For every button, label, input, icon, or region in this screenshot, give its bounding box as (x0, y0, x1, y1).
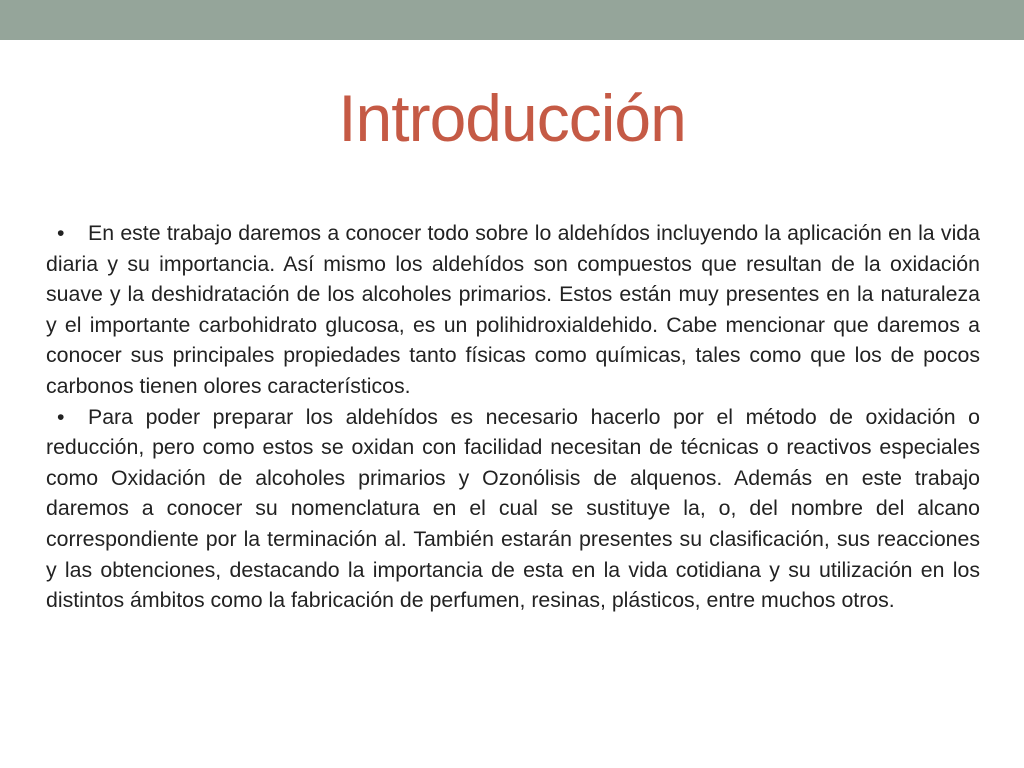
bullet-paragraph-1 (46, 218, 980, 402)
paragraph-text: Para poder preparar los aldehídos es necesario hacerlo por el método de oxidación o reducción, pero como estos se oxidan con facilidad necesitan de técnicas o reactivos especiales como Oxidación de alcoholes primarios y Ozonólisis de alquenos. Además en este trabajo daremos a conocer su nomenclatura en el cual se sustituye la, o, del nombre del alcano correspondiente por la terminación al. También estarán presentes su clasificación, sus reacciones y las obtenciones, destacando la importancia de esta en la vida cotidiana y su utilización en los distintos ámbitos como la fabricación de perfumen, resinas, plásticos, entre muchos otros. (46, 404, 980, 613)
bullet-paragraph-2 (46, 402, 980, 616)
bullet-icon: • (57, 221, 65, 245)
bullet-icon: • (57, 404, 65, 429)
top-decorative-bar (0, 0, 1024, 40)
slide-body (46, 218, 980, 616)
slide-title: Introducción (338, 81, 686, 155)
paragraph-text: En este trabajo daremos a conocer todo sobre lo aldehídos incluyendo la aplicación en la vida diaria y su importancia. Así mismo los aldehídos son compuestos que resultan de la oxidación suave y la deshidratación de los alcoholes primarios. Estos están muy presentes en la naturaleza y el importante carbohidrato glucosa, es un polihidroxialdehido. Cabe mencionar que daremos a conocer sus principales propiedades tanto físicas como químicas, tales como que los de pocos carbonos tienen olores característicos. (46, 221, 980, 398)
